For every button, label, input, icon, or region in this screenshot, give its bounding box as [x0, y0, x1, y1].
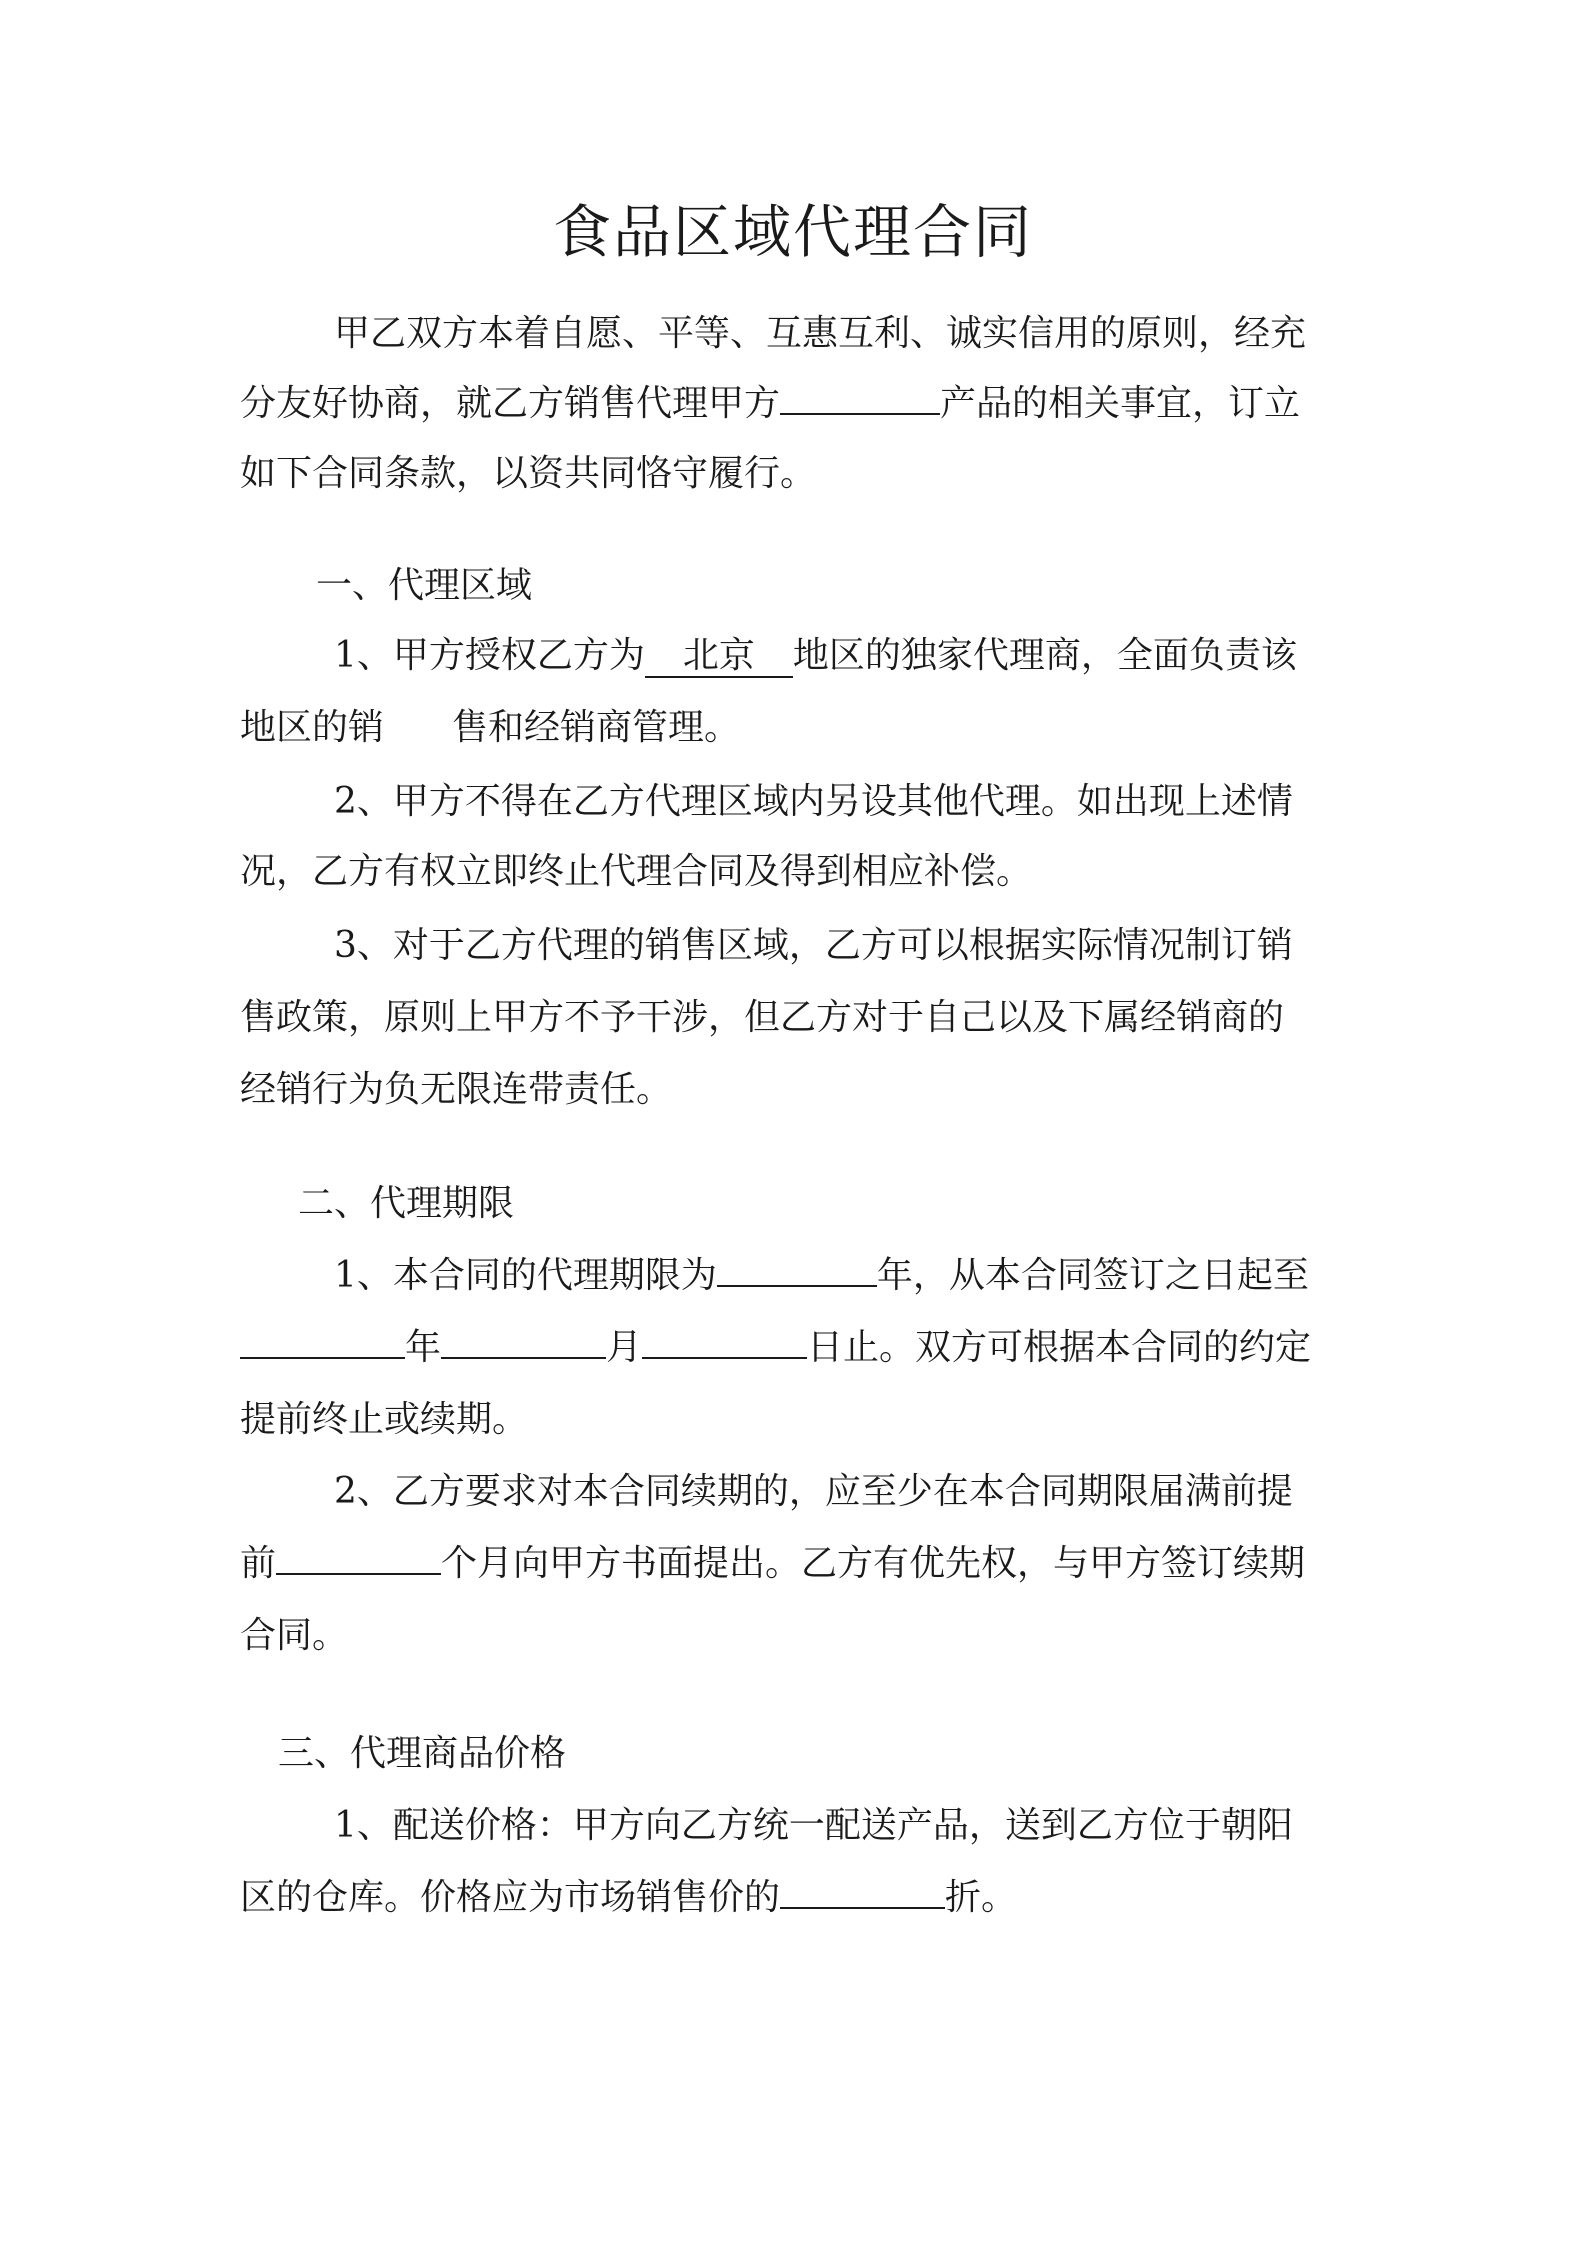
s2-clause-1-line-2	[240, 1322, 1350, 1374]
s3-clause-1-line-2	[240, 1872, 1350, 1924]
s2-c1-text-b: 年，从本合同签订之日起至	[876, 1255, 1309, 1296]
s1-clause-3-line-2: 售政策，原则上甲方不予干涉，但乙方对于自己以及下属经销商的	[240, 997, 1285, 1038]
s2-clause-2-line-2	[240, 1538, 1350, 1590]
s1-clause-2-line-1: 2、甲方不得在乙方代理区域内另设其他代理。如出现上述情	[334, 781, 1293, 822]
section-3-heading: 三、代理商品价格	[278, 1733, 567, 1774]
s2-month-label: 月	[606, 1327, 643, 1368]
preamble-line-3: 如下合同条款，以资共同恪守履行。	[240, 453, 817, 494]
preamble-line-1: 甲乙双方本着自愿、平等、互惠互利、诚实信用的原则，经充	[334, 313, 1307, 354]
section-2-heading: 二、代理期限	[298, 1183, 515, 1224]
s3-c1-text-c: 折。	[945, 1877, 1018, 1918]
preamble-text-a: 分友好协商，就乙方销售代理甲方	[240, 383, 781, 424]
end-day-blank[interactable]	[642, 1327, 807, 1359]
s2-c2-text-b: 前	[240, 1543, 277, 1584]
product-blank[interactable]	[780, 383, 940, 415]
end-month-blank[interactable]	[441, 1327, 606, 1359]
s1-c1-text-a: 1、甲方授权乙方为	[334, 635, 645, 676]
document-title: 食品区域代理合同	[552, 198, 1033, 266]
s2-clause-2-line-3: 合同。	[240, 1615, 349, 1656]
s2-clause-1-line-3: 提前终止或续期。	[240, 1399, 529, 1440]
s2-clause-2-line-1: 2、乙方要求对本合同续期的，应至少在本合同期限届满前提	[334, 1471, 1293, 1512]
s1-clause-1-line-1	[334, 630, 1444, 682]
section-1-heading: 一、代理区域	[316, 565, 533, 606]
s1-clause-1-line-2	[240, 702, 1350, 754]
notice-months-blank[interactable]	[276, 1543, 441, 1575]
term-years-blank[interactable]	[717, 1255, 877, 1287]
s3-clause-1-line-1: 1、配送价格：甲方向乙方统一配送产品，送到乙方位于朝阳	[334, 1805, 1293, 1846]
region-field[interactable]: 北京	[645, 636, 793, 678]
s1-c1-text-c: 地区的销	[240, 707, 385, 748]
preamble-text-b: 产品的相关事宜，订立	[940, 383, 1301, 424]
s2-year-label: 年	[405, 1327, 442, 1368]
s2-c1-text-c: 日止。双方可根据本合同的约定	[807, 1327, 1312, 1368]
s3-c1-text-b: 区的仓库。价格应为市场销售价的	[240, 1877, 781, 1918]
s1-c1-text-b: 地区的独家代理商，全面负责该	[792, 635, 1297, 676]
s1-clause-3-line-1: 3、对于乙方代理的销售区域，乙方可以根据实际情况制订销	[334, 925, 1293, 966]
s1-c1-text-d: 售和经销商管理。	[452, 707, 741, 748]
s1-clause-2-line-2: 况，乙方有权立即终止代理合同及得到相应补偿。	[240, 851, 1033, 892]
s2-c2-text-c: 个月向甲方书面提出。乙方有优先权，与甲方签订续期	[441, 1543, 1306, 1584]
s1-clause-3-line-3: 经销行为负无限连带责任。	[240, 1069, 673, 1110]
end-year-blank[interactable]	[240, 1327, 405, 1359]
s2-clause-1-line-1	[334, 1250, 1444, 1302]
preamble-line-2	[240, 378, 1350, 430]
discount-blank[interactable]	[780, 1877, 945, 1909]
s2-c1-text-a: 1、本合同的代理期限为	[334, 1255, 717, 1296]
